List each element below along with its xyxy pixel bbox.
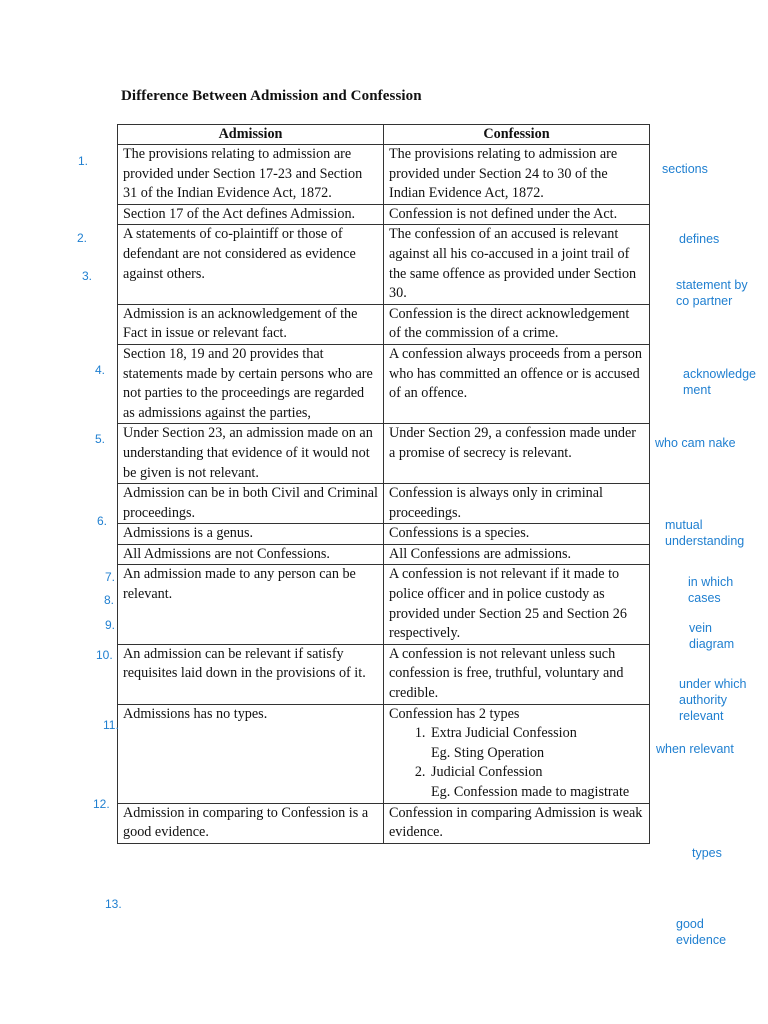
row-number: 11.	[103, 718, 119, 732]
type-name: Extra Judicial Confession	[431, 725, 577, 742]
table-row	[118, 304, 650, 344]
margin-note: types	[692, 846, 722, 860]
table-row	[118, 225, 650, 304]
row-number: 9.	[105, 618, 116, 632]
admission-cell: An admission made to any person can be relevant.	[118, 565, 384, 644]
confession-cell: Confession is not defined under the Act.	[384, 204, 650, 225]
confession-types-list	[389, 724, 644, 802]
row-number: 13.	[105, 897, 122, 911]
table-row	[118, 484, 650, 524]
column-header-admission: Admission	[118, 125, 384, 145]
admission-cell: A statements of co-plaintiff or those of defendant are not considered as evidence against others.	[118, 225, 384, 304]
row-number: 2.	[77, 231, 88, 245]
admission-cell: Admission is an acknowledgement of the Fact in issue or relevant fact.	[118, 304, 384, 344]
column-header-confession: Confession	[384, 125, 650, 145]
confession-cell: Confessions is a species.	[384, 524, 650, 545]
table-header-row	[118, 125, 650, 145]
row-number: 12.	[93, 797, 110, 811]
margin-note: statement by co partner	[676, 278, 748, 308]
confession-cell: The confession of an accused is relevant against all his co-accused in a joint trail of the same offence as provided under Section 30.	[384, 225, 650, 304]
admission-cell: Admission in comparing to Confession is a good evidence.	[118, 803, 384, 843]
margin-note: good evidence	[676, 917, 727, 947]
margin-note: vein diagram	[689, 621, 735, 651]
type-example: Eg. Confession made to magistrate	[431, 784, 630, 800]
table-row	[118, 424, 650, 484]
table-row	[118, 145, 650, 205]
table-row	[118, 644, 650, 704]
table-row	[118, 204, 650, 225]
row-number: 6.	[97, 514, 108, 528]
row-number: 5.	[95, 432, 106, 446]
type-name: Judicial Confession	[431, 764, 543, 781]
margin-note: in which cases	[688, 575, 734, 605]
list-item	[429, 724, 644, 763]
margin-note: defines	[679, 232, 720, 246]
table-row	[118, 344, 650, 423]
confession-cell: Confession is the direct acknowledgement of the commission of a crime.	[384, 304, 650, 344]
margin-note: under which authority relevant	[679, 677, 747, 723]
admission-cell: Admissions has no types.	[118, 704, 384, 803]
row-number: 8.	[104, 593, 115, 607]
table-row	[118, 803, 650, 843]
table-row	[118, 524, 650, 545]
confession-cell: Confession in comparing Admission is weak evidence.	[384, 803, 650, 843]
row-number: 7.	[105, 570, 116, 584]
admission-cell: An admission can be relevant if satisfy requisites laid down in the provisions of it.	[118, 644, 384, 704]
confession-cell	[384, 704, 650, 803]
admission-cell: Admissions is a genus.	[118, 524, 384, 545]
confession-types-intro: Confession has 2 types	[389, 705, 520, 722]
confession-cell: A confession is not relevant if it made to police officer and in police custody as provided under Section 25 and Section 26 respectively.	[384, 565, 650, 644]
row-number: 1.	[78, 154, 89, 168]
row-number: 4.	[95, 363, 106, 377]
list-item	[429, 763, 644, 802]
confession-cell: A confession always proceeds from a person who has committed an offence or is accused of an offence.	[384, 344, 650, 423]
margin-note: who cam nake	[655, 436, 736, 450]
confession-cell: A confession is not relevant unless such confession is free, truthful, voluntary and credible.	[384, 644, 650, 704]
type-example: Eg. Sting Operation	[431, 744, 545, 761]
margin-note: mutual understanding	[665, 518, 745, 548]
confession-cell: Under Section 29, a confession made under a promise of secrecy is relevant.	[384, 424, 650, 484]
table-row	[118, 704, 650, 803]
admission-cell: Section 18, 19 and 20 provides that statements made by certain persons who are not parties to the proceedings are regarded as admissions against the parties,	[118, 344, 384, 423]
margin-note: when relevant	[656, 742, 734, 756]
admission-cell: Under Section 23, an admission made on an understanding that evidence of it would not be given is not relevant.	[118, 424, 384, 484]
table-row	[118, 565, 650, 644]
margin-note: sections	[662, 162, 708, 176]
admission-cell: All Admissions are not Confessions.	[118, 544, 384, 565]
document-title: Difference Between Admission and Confession	[121, 88, 422, 104]
row-number: 10.	[96, 648, 113, 662]
comparison-table	[117, 124, 650, 844]
admission-cell: Admission can be in both Civil and Criminal proceedings.	[118, 484, 384, 524]
row-number: 3.	[82, 269, 93, 283]
confession-cell: Confession is always only in criminal proceedings.	[384, 484, 650, 524]
admission-cell: The provisions relating to admission are provided under Section 17-23 and Section 31 of the Indian Evidence Act, 1872.	[118, 145, 384, 205]
admission-cell: Section 17 of the Act defines Admission.	[118, 204, 384, 225]
confession-cell: The provisions relating to admission are provided under Section 24 to 30 of the Indian Evidence Act, 1872.	[384, 145, 650, 205]
confession-cell: All Confessions are admissions.	[384, 544, 650, 565]
table-row	[118, 544, 650, 565]
margin-note: acknowledge ment	[683, 367, 756, 397]
